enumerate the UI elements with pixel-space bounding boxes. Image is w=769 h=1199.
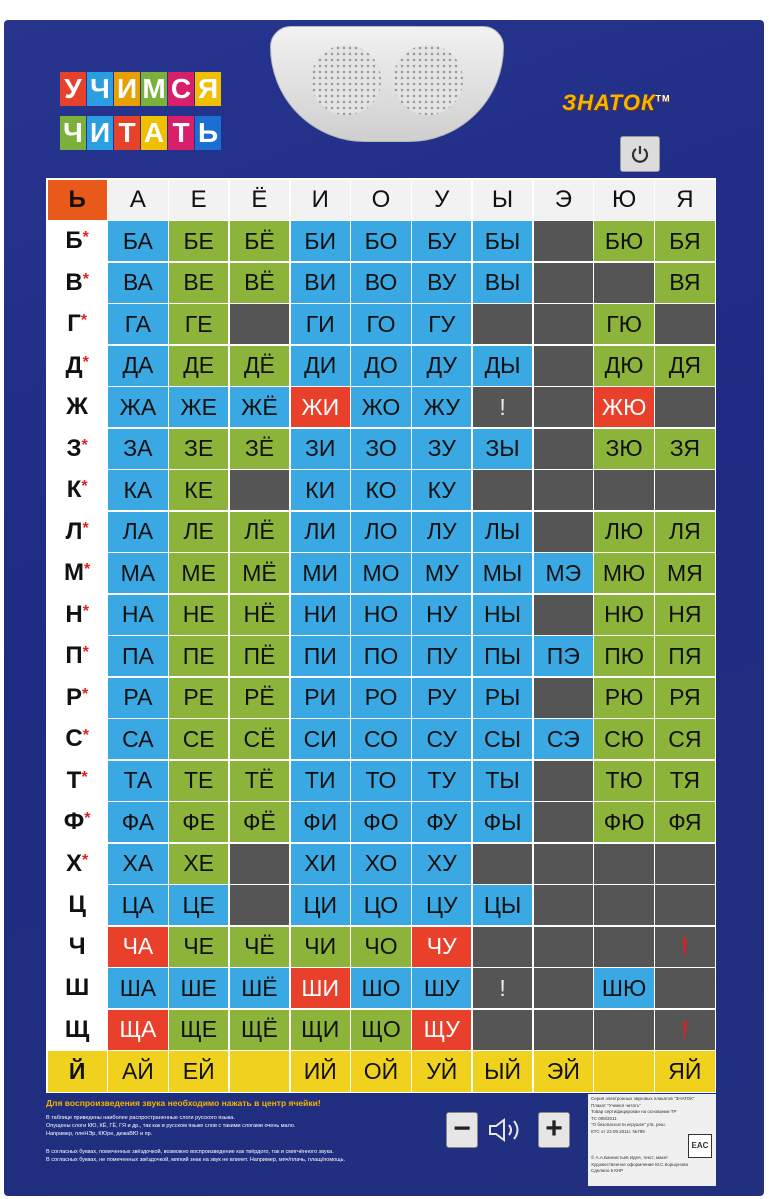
consonant-cell[interactable]: Ц [48,885,107,925]
empty-cell [534,761,593,801]
syllable-cell[interactable]: ФЫ [473,802,532,842]
syllable-cell[interactable]: СЭ [534,719,593,759]
empty-cell [594,470,653,510]
syllable-cell[interactable]: ТУ [412,761,471,801]
syllable-cell[interactable]: БА [108,221,167,261]
syllable-cell[interactable]: ПЭ [534,636,593,676]
syllable-cell[interactable]: ЩЕ [169,1010,228,1050]
eac-mark: EAC [688,1134,712,1158]
volume-up-button[interactable]: + [538,1112,570,1148]
info-line: Плакат "Учимся читать" [591,1102,641,1108]
syllable-cell[interactable]: ЩА [108,1010,167,1050]
empty-cell [655,885,714,925]
syllable-cell[interactable]: СЫ [473,719,532,759]
consonant-cell[interactable]: Ж [48,387,107,427]
syllable-cell[interactable]: ЩУ [412,1010,471,1050]
syllable-cell[interactable]: ТЫ [473,761,532,801]
vowel-header-cell[interactable]: И [291,180,350,220]
note-3: Например, плеНЭр, КЮре, дежаВЮ и пр. [46,1131,153,1137]
syllable-cell[interactable]: ТЁ [230,761,289,801]
consonant-cell[interactable]: Ш [48,968,107,1008]
syllable-cell[interactable]: ПУ [412,636,471,676]
consonant-cell[interactable]: В * [48,263,107,303]
empty-cell [594,844,653,884]
vowel-header-cell[interactable]: Ю [594,180,653,220]
syllable-cell[interactable]: КА [108,470,167,510]
syllable-cell[interactable]: ВЁ [230,263,289,303]
title-letter: Ь [195,116,221,150]
syllable-cell[interactable]: ЗЯ [655,429,714,469]
syllable-cell[interactable]: РЯ [655,678,714,718]
title-letter: Ч [87,72,113,106]
empty-cell [534,1010,593,1050]
syllable-cell[interactable]: ПО [351,636,410,676]
syllable-cell[interactable]: ТЯ [655,761,714,801]
syllable-cell[interactable]: ЦИ [291,885,350,925]
syllable-cell[interactable]: СА [108,719,167,759]
empty-cell [594,927,653,967]
syllable-cell[interactable]: ТЮ [594,761,653,801]
syllable-cell[interactable]: НИ [291,595,350,635]
syllable-cell[interactable]: ЛУ [412,512,471,552]
syllable-cell[interactable]: ГА [108,304,167,344]
empty-cell [230,885,289,925]
syllable-cell[interactable]: ЖУ [412,387,471,427]
syllable-cell[interactable]: ДЫ [473,346,532,386]
empty-cell [594,263,653,303]
speaker-volume-icon [486,1116,530,1144]
syllable-cell[interactable]: ПЁ [230,636,289,676]
syllable-cell[interactable]: ЛИ [291,512,350,552]
consonant-cell[interactable]: Л * [48,512,107,552]
empty-cell [594,1051,653,1091]
note-4: В согласных буквах, помеченных звёздочкой, возможно воспроизведение как твёрдого, так и смягчённого звука. [46,1149,334,1155]
syllable-cell[interactable]: МЮ [594,553,653,593]
title-line-2 [60,116,221,150]
title-letter: У [60,72,86,106]
empty-cell: ! [473,387,532,427]
empty-cell [534,595,593,635]
instruction-text: Для воспроизведения звука необходимо нажать в центр ячейки! [46,1098,321,1108]
syllable-cell[interactable]: ХО [351,844,410,884]
syllable-cell[interactable]: РА [108,678,167,718]
syllable-cell[interactable]: УЙ [412,1051,471,1091]
vowel-header-cell[interactable]: Я [655,180,714,220]
syllable-cell[interactable]: ЗЕ [169,429,228,469]
empty-cell [473,844,532,884]
brand-logo: ЗНАТОК™ [562,90,671,115]
syllable-cell[interactable]: НЫ [473,595,532,635]
consonant-cell[interactable]: Р * [48,678,107,718]
syllable-cell[interactable]: ЗЫ [473,429,532,469]
info-line: КТС от 23.09.2011г. №798 [591,1128,645,1134]
syllable-cell[interactable]: ЧЕ [169,927,228,967]
syllable-cell[interactable]: ЭЙ [534,1051,593,1091]
syllable-cell[interactable]: ЫЙ [473,1051,532,1091]
note-2: Опущены слоги КЮ, КЁ, ГЁ, ГЯ и др., так как в русском языке слов с такими слогами очень мало. [46,1123,296,1129]
syllable-cell[interactable]: СУ [412,719,471,759]
empty-cell [534,387,593,427]
syllable-cell[interactable]: РЫ [473,678,532,718]
syllable-cell[interactable]: ЛЕ [169,512,228,552]
vowel-header-cell[interactable]: Е [169,180,228,220]
speaker-grill-left [311,45,381,115]
syllable-cell[interactable]: БЯ [655,221,714,261]
syllable-cell[interactable]: ЗИ [291,429,350,469]
syllable-cell[interactable]: РЕ [169,678,228,718]
syllable-cell[interactable]: НЕ [169,595,228,635]
title-letter: Я [195,72,221,106]
syllable-cell[interactable]: ВИ [291,263,350,303]
empty-cell [655,968,714,1008]
vowel-header-cell[interactable]: Ы [473,180,532,220]
syllable-cell[interactable]: ЖО [351,387,410,427]
syllable-cell[interactable]: ФО [351,802,410,842]
syllable-cell[interactable]: БО [351,221,410,261]
syllable-cell[interactable]: ДИ [291,346,350,386]
soft-sign-header-cell[interactable]: Ь [48,180,107,220]
syllable-cell[interactable]: ФЕ [169,802,228,842]
syllable-cell[interactable]: ТЕ [169,761,228,801]
syllable-cell[interactable]: ПА [108,636,167,676]
info-line: Художественное оформление М.С.Коршунова [591,1161,688,1167]
syllable-table [46,178,716,1093]
speaker-grill-right [393,45,463,115]
title-letter: С [168,72,194,106]
title-letter: Ч [60,116,86,150]
consonant-cell[interactable]: Т * [48,761,107,801]
speaker-housing [270,26,504,142]
syllable-cell[interactable]: ЦО [351,885,410,925]
syllable-cell[interactable]: ДЁ [230,346,289,386]
empty-cell [594,885,653,925]
empty-cell: ! [655,1010,714,1050]
info-line: "О безопасности игрушек" утв. реш. [591,1122,666,1127]
syllable-cell[interactable]: МО [351,553,410,593]
power-icon [630,144,650,164]
syllable-cell[interactable]: ГУ [412,304,471,344]
syllable-cell[interactable]: КУ [412,470,471,510]
vowel-header-cell[interactable]: О [351,180,410,220]
empty-cell [230,470,289,510]
empty-cell [534,885,593,925]
note-5: В согласных буквах, не помеченных звёздочкой, мягкий знак на звук не влияет. Например, мяч/плачь, плащ/помощь. [46,1157,346,1163]
syllable-cell[interactable]: МЫ [473,553,532,593]
syllable-cell[interactable]: ДЯ [655,346,714,386]
info-line: Серия электронных звуковых плакатов "ЗНАТОК" [591,1096,695,1101]
syllable-cell[interactable]: ДЮ [594,346,653,386]
syllable-cell[interactable]: СО [351,719,410,759]
syllable-cell[interactable]: ТИ [291,761,350,801]
power-button[interactable] [620,136,660,172]
syllable-cell[interactable]: КЕ [169,470,228,510]
title-letter: М [142,73,166,104]
syllable-cell[interactable]: ПЕ [169,636,228,676]
syllable-cell[interactable]: ЗЁ [230,429,289,469]
syllable-cell[interactable]: ХА [108,844,167,884]
empty-cell [534,927,593,967]
title-letter: Т [168,116,194,150]
syllable-cell[interactable]: МЯ [655,553,714,593]
syllable-cell[interactable]: СЮ [594,719,653,759]
syllable-cell[interactable]: ВЫ [473,263,532,303]
syllable-cell[interactable]: ЧЁ [230,927,289,967]
syllable-cell[interactable]: ШЁ [230,968,289,1008]
syllable-cell[interactable]: ВЯ [655,263,714,303]
syllable-cell[interactable]: ЛЮ [594,512,653,552]
syllable-cell[interactable]: ГО [351,304,410,344]
syllable-cell[interactable]: ЩЁ [230,1010,289,1050]
empty-cell [230,844,289,884]
syllable-cell[interactable]: СИ [291,719,350,759]
syllable-cell[interactable]: ЧУ [412,927,471,967]
volume-controls [446,1112,570,1148]
empty-cell [594,1010,653,1050]
consonant-cell[interactable]: З * [48,429,107,469]
syllable-cell[interactable]: ФА [108,802,167,842]
consonant-cell[interactable]: Д * [48,346,107,386]
syllable-cell[interactable]: ЯЙ [655,1051,714,1091]
syllable-cell[interactable]: ПЫ [473,636,532,676]
syllable-cell[interactable]: ДУ [412,346,471,386]
consonant-cell[interactable]: Ч [48,927,107,967]
empty-cell [473,927,532,967]
syllable-cell[interactable]: ЖИ [291,387,350,427]
syllable-cell[interactable]: ФЯ [655,802,714,842]
syllable-cell[interactable]: ЦЫ [473,885,532,925]
empty-cell [473,1010,532,1050]
syllable-cell[interactable]: ЦА [108,885,167,925]
consonant-cell[interactable]: Ф * [48,802,107,842]
syllable-cell[interactable]: ЛО [351,512,410,552]
syllable-cell[interactable]: НО [351,595,410,635]
syllable-cell[interactable]: ГИ [291,304,350,344]
syllable-cell[interactable]: ФИ [291,802,350,842]
syllable-cell[interactable]: ШИ [291,968,350,1008]
syllable-cell[interactable]: НЯ [655,595,714,635]
syllable-cell[interactable]: ЧО [351,927,410,967]
syllable-cell[interactable]: ВЕ [169,263,228,303]
consonant-cell[interactable]: Щ [48,1010,107,1050]
syllable-cell[interactable]: ЩО [351,1010,410,1050]
syllable-cell[interactable]: ЖЁ [230,387,289,427]
syllable-cell[interactable]: МЭ [534,553,593,593]
syllable-cell[interactable]: ЩИ [291,1010,350,1050]
syllable-cell[interactable]: НЁ [230,595,289,635]
syllable-cell[interactable]: ЗУ [412,429,471,469]
syllable-cell[interactable]: НЮ [594,595,653,635]
syllable-cell[interactable]: МЕ [169,553,228,593]
consonant-cell[interactable]: Г * [48,304,107,344]
syllable-cell[interactable]: АЙ [108,1051,167,1091]
syllable-cell[interactable]: ЦУ [412,885,471,925]
syllable-cell[interactable]: ГЕ [169,304,228,344]
vowel-header-cell[interactable]: А [108,180,167,220]
empty-cell [534,678,593,718]
consonant-cell[interactable]: С * [48,719,107,759]
syllable-cell[interactable]: МИ [291,553,350,593]
volume-down-button[interactable]: − [446,1112,478,1148]
syllable-cell[interactable]: МЁ [230,553,289,593]
syllable-cell[interactable]: ГЮ [594,304,653,344]
syllable-cell[interactable]: РЁ [230,678,289,718]
syllable-cell[interactable]: НА [108,595,167,635]
empty-cell [534,221,593,261]
syllable-cell[interactable]: ЖА [108,387,167,427]
syllable-cell[interactable]: БИ [291,221,350,261]
title-line-1 [60,72,221,106]
syllable-cell[interactable]: ВУ [412,263,471,303]
syllable-cell[interactable]: ТА [108,761,167,801]
syllable-cell[interactable]: ХУ [412,844,471,884]
empty-cell [534,802,593,842]
syllable-cell[interactable]: РЮ [594,678,653,718]
syllable-cell[interactable]: ВО [351,263,410,303]
syllable-cell[interactable]: ШО [351,968,410,1008]
syllable-cell[interactable]: ЧА [108,927,167,967]
consonant-cell[interactable]: Н * [48,595,107,635]
syllable-cell[interactable]: СЕ [169,719,228,759]
consonant-cell[interactable]: П * [48,636,107,676]
empty-cell [473,470,532,510]
info-line: Товар сертифицирован на основании ТР [591,1109,677,1114]
empty-cell [230,304,289,344]
syllable-cell[interactable]: ЛА [108,512,167,552]
info-line: Сделано в КНР [591,1168,624,1173]
syllable-cell[interactable]: ПЯ [655,636,714,676]
syllable-cell[interactable]: ША [108,968,167,1008]
empty-cell [655,844,714,884]
empty-cell [655,304,714,344]
title-letter: И [87,116,113,150]
syllable-cell[interactable]: ЛЁ [230,512,289,552]
syllable-cell[interactable]: БЮ [594,221,653,261]
syllable-cell[interactable]: ВА [108,263,167,303]
syllable-cell[interactable]: ЗА [108,429,167,469]
syllable-cell[interactable]: РУ [412,678,471,718]
syllable-cell[interactable]: ХЕ [169,844,228,884]
title-letter: А [141,116,167,150]
vowel-header-cell[interactable]: Ё [230,180,289,220]
syllable-cell[interactable]: ЕЙ [169,1051,228,1091]
syllable-cell[interactable]: МА [108,553,167,593]
empty-cell [534,304,593,344]
syllable-cell[interactable]: БЁ [230,221,289,261]
empty-cell [655,470,714,510]
syllable-cell[interactable]: ЗЮ [594,429,653,469]
empty-cell [534,512,593,552]
vowel-header-cell[interactable]: Э [534,180,593,220]
product-info-box [588,1094,716,1186]
syllable-cell[interactable]: МУ [412,553,471,593]
consonant-cell[interactable]: Х * [48,844,107,884]
info-line: © А.А.Баннистьев Идея, текст, макет [591,1155,668,1160]
syllable-cell[interactable]: ПЮ [594,636,653,676]
syllable-cell[interactable]: ЖЮ [594,387,653,427]
empty-cell [473,304,532,344]
consonant-cell[interactable]: М * [48,553,107,593]
empty-cell [655,387,714,427]
syllable-cell[interactable]: ДЕ [169,346,228,386]
syllable-cell[interactable]: РО [351,678,410,718]
syllable-cell[interactable]: ШЮ [594,968,653,1008]
syllable-cell[interactable]: ФУ [412,802,471,842]
info-line: ТС 008/2011 [591,1115,617,1121]
syllable-cell[interactable]: ДО [351,346,410,386]
syllable-cell[interactable]: РИ [291,678,350,718]
syllable-cell[interactable]: ЛЯ [655,512,714,552]
syllable-cell[interactable]: БУ [412,221,471,261]
syllable-cell[interactable]: ЦЕ [169,885,228,925]
syllable-cell[interactable]: ОЙ [351,1051,410,1091]
syllable-cell[interactable]: ФЮ [594,802,653,842]
syllable-cell[interactable]: БЫ [473,221,532,261]
syllable-cell[interactable]: ЗО [351,429,410,469]
consonant-cell[interactable]: Й [48,1051,107,1091]
vowel-header-cell[interactable]: У [412,180,471,220]
syllable-cell[interactable]: НУ [412,595,471,635]
syllable-cell[interactable]: ЛЫ [473,512,532,552]
empty-cell: ! [473,968,532,1008]
empty-cell [534,968,593,1008]
empty-cell [534,470,593,510]
syllable-cell[interactable]: БЕ [169,221,228,261]
syllable-cell[interactable]: ДА [108,346,167,386]
empty-cell [534,263,593,303]
title-letter: Т [114,116,140,150]
syllable-cell[interactable]: ФЁ [230,802,289,842]
title-letter: И [114,72,140,106]
empty-cell [534,429,593,469]
syllable-cell[interactable]: ШУ [412,968,471,1008]
syllable-cell[interactable]: СЯ [655,719,714,759]
empty-cell [534,844,593,884]
syllable-cell[interactable]: КИ [291,470,350,510]
syllable-cell[interactable]: ШЕ [169,968,228,1008]
syllable-cell[interactable]: ТО [351,761,410,801]
syllable-cell[interactable]: ИЙ [291,1051,350,1091]
syllable-cell[interactable]: ЧИ [291,927,350,967]
syllable-cell[interactable]: ЖЕ [169,387,228,427]
consonant-cell[interactable]: Б * [48,221,107,261]
empty-cell: ! [655,927,714,967]
syllable-cell[interactable]: ХИ [291,844,350,884]
consonant-cell[interactable]: К * [48,470,107,510]
empty-cell [230,1051,289,1091]
syllable-cell[interactable]: СЁ [230,719,289,759]
syllable-cell[interactable]: ПИ [291,636,350,676]
empty-cell [534,346,593,386]
syllable-cell[interactable]: КО [351,470,410,510]
note-1: В таблице приведены наиболее распространенные слоги русского языка. [46,1115,235,1121]
